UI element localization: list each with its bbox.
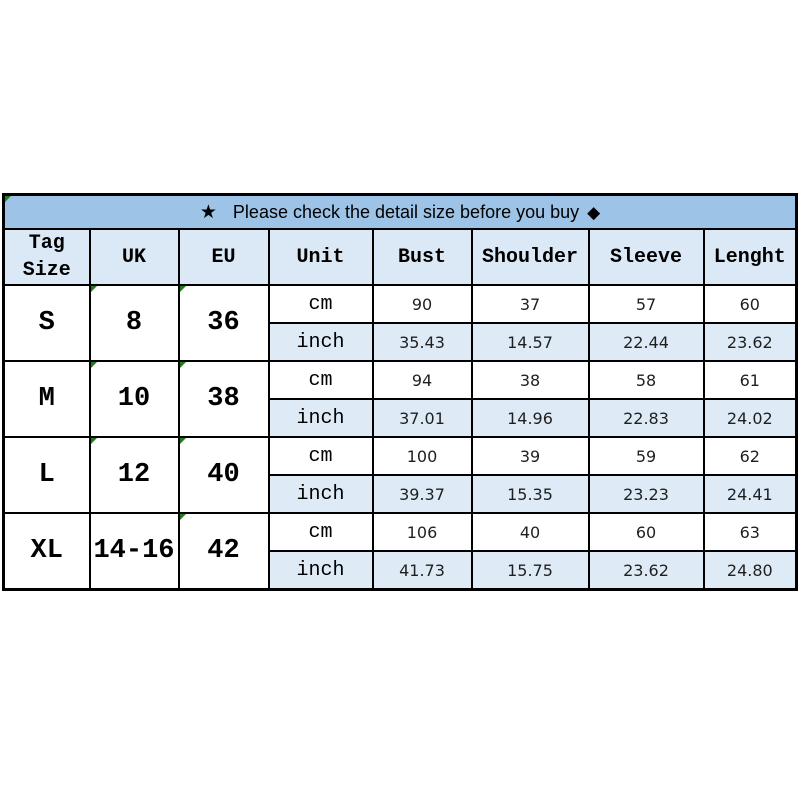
length-inch-l: 24.41: [704, 475, 797, 513]
header-row: [4, 229, 797, 285]
tag-size-m: M: [4, 361, 90, 437]
col-header-bust: Bust: [373, 229, 472, 285]
sleeve-inch-l: 23.23: [589, 475, 704, 513]
size-row-m-cm: [4, 361, 797, 399]
uk-size-l-value: 12: [117, 460, 151, 490]
eu-size-m-value: 38: [207, 384, 240, 414]
banner-row: [4, 195, 797, 230]
uk-size-s-value: 8: [125, 308, 143, 338]
bust-inch-xl: 41.73: [373, 551, 472, 590]
shoulder-cm-s: 37: [472, 285, 589, 323]
diamond-icon: ◆: [587, 202, 601, 222]
length-inch-m: 24.02: [704, 399, 797, 437]
col-header-tag-size: Tag Size: [4, 229, 90, 285]
eu-size-l-value: 40: [207, 460, 240, 490]
shoulder-inch-xl: 15.75: [472, 551, 589, 590]
sleeve-cm-s: 57: [589, 285, 704, 323]
bust-cm-xl: 106: [373, 513, 472, 551]
unit-label-cm: cm: [269, 513, 373, 551]
col-header-uk: UK: [90, 229, 179, 285]
eu-size-s-value: 36: [207, 308, 240, 338]
uk-size-m-value: 10: [117, 384, 151, 414]
sleeve-inch-xl: 23.62: [589, 551, 704, 590]
shoulder-inch-s: 14.57: [472, 323, 589, 361]
col-header-sleeve: Sleeve: [589, 229, 704, 285]
banner-cell: [4, 195, 797, 230]
bust-cm-l: 100: [373, 437, 472, 475]
banner-text: Please check the detail size before you buy: [232, 201, 580, 222]
bust-inch-m: 37.01: [373, 399, 472, 437]
excel-error-indicator-icon: [91, 362, 97, 368]
tag-size-xl: XL: [4, 513, 90, 590]
unit-label-cm: cm: [269, 285, 373, 323]
bust-cm-s: 90: [373, 285, 472, 323]
length-cm-xl: 63: [704, 513, 797, 551]
col-header-unit: Unit: [269, 229, 373, 285]
length-inch-s: 23.62: [704, 323, 797, 361]
unit-label-cm: cm: [269, 361, 373, 399]
length-cm-l: 62: [704, 437, 797, 475]
tag-size-s: S: [4, 285, 90, 361]
bust-inch-s: 35.43: [373, 323, 472, 361]
eu-size-l: [179, 437, 269, 513]
excel-error-indicator-icon: [180, 438, 186, 444]
sleeve-cm-xl: 60: [589, 513, 704, 551]
col-header-shoulder: Shoulder: [472, 229, 589, 285]
shoulder-cm-l: 39: [472, 437, 589, 475]
unit-label-inch: inch: [269, 475, 373, 513]
col-header-lenght: Lenght: [704, 229, 797, 285]
eu-size-m: [179, 361, 269, 437]
shoulder-cm-m: 38: [472, 361, 589, 399]
length-cm-s: 60: [704, 285, 797, 323]
size-row-s-cm: [4, 285, 797, 323]
uk-size-l: [90, 437, 179, 513]
eu-size-xl: [179, 513, 269, 590]
unit-label-inch: inch: [269, 399, 373, 437]
eu-size-s: [179, 285, 269, 361]
excel-error-indicator-icon: [5, 196, 11, 202]
shoulder-inch-m: 14.96: [472, 399, 589, 437]
star-icon: ★: [199, 201, 217, 223]
sleeve-inch-m: 22.83: [589, 399, 704, 437]
excel-error-indicator-icon: [180, 362, 186, 368]
length-cm-m: 61: [704, 361, 797, 399]
uk-size-xl: 14-16: [90, 513, 179, 590]
shoulder-cm-xl: 40: [472, 513, 589, 551]
excel-error-indicator-icon: [180, 514, 186, 520]
unit-label-inch: inch: [269, 551, 373, 590]
size-row-l-cm: [4, 437, 797, 475]
unit-label-cm: cm: [269, 437, 373, 475]
sleeve-cm-l: 59: [589, 437, 704, 475]
sleeve-cm-m: 58: [589, 361, 704, 399]
excel-error-indicator-icon: [91, 438, 97, 444]
shoulder-inch-l: 15.35: [472, 475, 589, 513]
eu-size-xl-value: 42: [207, 536, 240, 566]
col-header-eu: EU: [179, 229, 269, 285]
uk-size-s: [90, 285, 179, 361]
size-row-xl-cm: [4, 513, 797, 551]
sleeve-inch-s: 22.44: [589, 323, 704, 361]
bust-cm-m: 94: [373, 361, 472, 399]
uk-size-m: [90, 361, 179, 437]
size-chart-table: [2, 193, 798, 591]
excel-error-indicator-icon: [91, 286, 97, 292]
tag-size-l: L: [4, 437, 90, 513]
bust-inch-l: 39.37: [373, 475, 472, 513]
unit-label-inch: inch: [269, 323, 373, 361]
length-inch-xl: 24.80: [704, 551, 797, 590]
excel-error-indicator-icon: [180, 286, 186, 292]
